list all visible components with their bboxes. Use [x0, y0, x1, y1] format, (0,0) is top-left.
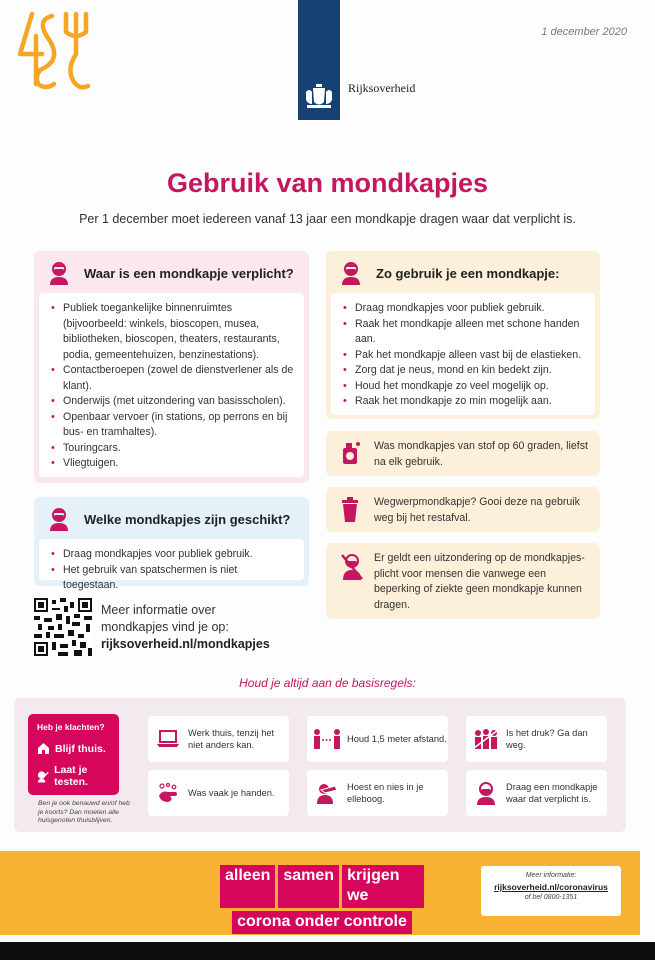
list-item: • Raak het mondkapje zo min mogelijk aan.: [343, 394, 585, 410]
bottom-black-bar: [0, 942, 655, 960]
list-item: • Pak het mondkapje alleen vast bij de elastieken.: [343, 348, 585, 364]
trash-bin-icon: [340, 497, 360, 523]
how-list-card: [331, 293, 595, 415]
masked-person-icon: [475, 781, 497, 805]
complaints-title: Heb je klachten?: [37, 722, 105, 732]
where-heading: Waar is een mondkapje verplicht?: [84, 265, 294, 281]
basic-rules-title: Houd je altijd aan de basisregels:: [239, 676, 416, 690]
slogan: [220, 865, 424, 937]
list-item: • Vliegtuigen.: [51, 456, 294, 472]
exception-tip-text: Er geldt een uitzondering op de mondkapjes-plicht voor mensen die vanwege een beperking of ziekte geen mondkapje kunnen dragen.: [374, 552, 585, 611]
page-title: Gebruik van mondkapjes: [166, 168, 489, 198]
mondkapjes-link[interactable]: rijksoverheid.nl/mondkapjes: [101, 637, 270, 651]
list-item: • Raak het mondkapje alleen met schone handen aan.: [343, 317, 585, 348]
rule-text: Werk thuis, tenzij het niet anders kan.: [188, 727, 275, 750]
stay-home-row: [37, 742, 106, 755]
rule-text: Houd 1,5 meter afstand.: [347, 733, 447, 744]
contact-box: [481, 866, 621, 916]
which-heading: Welke mondkapjes zijn geschikt?: [84, 511, 291, 527]
rule-text: Was vaak je handen.: [188, 787, 275, 798]
rule-card-wash-hands: [148, 770, 289, 816]
how-heading: Zo gebruik je een mondkapje:: [376, 265, 560, 281]
coat-of-arms-icon: [303, 82, 335, 110]
slogan-word: samen: [278, 865, 339, 908]
laptop-icon: [156, 729, 180, 749]
test-swab-icon: [37, 770, 49, 783]
rule-text: Is het druk? Ga dan weg.: [506, 727, 588, 750]
list-item: • Het gebruik van spatschermen is niet toegestaan.: [51, 563, 294, 594]
masked-person-icon: [48, 261, 70, 285]
exception-tip-box: [326, 543, 600, 619]
rijksoverheid-wordmark: Rijksoverheid: [348, 81, 416, 95]
page-subtitle: Per 1 december moet iedereen vanaf 13 jaar een mondkapje dragen waar dat verplicht is.: [79, 212, 576, 226]
rule-card-work-home: [148, 716, 289, 762]
list-item: • Draag mondkapjes voor publiek gebruik.: [343, 301, 585, 317]
list-item: • Draag mondkapjes voor publiek gebruik.: [51, 547, 294, 563]
list-item: • Touringcars.: [51, 441, 294, 457]
contact-phone: of bel 0800-1351: [524, 894, 578, 901]
more-info-line1: Meer informatie over: [101, 603, 216, 617]
crowd-icon: [472, 728, 500, 750]
wash-hands-icon: [156, 782, 180, 804]
complaints-box: [28, 714, 119, 795]
how-panel: [326, 251, 600, 419]
cough-elbow-icon: [315, 782, 339, 804]
rule-card-distance: [307, 716, 448, 762]
laundry-icon: [340, 440, 362, 466]
house-icon: [37, 742, 50, 755]
disposable-tip-text: Wegwerpmondkapje? Gooi deze na gebruik weg bij het restafval.: [374, 496, 580, 524]
slogan-line2: corona onder controle: [232, 911, 412, 934]
basic-rules-area: [14, 698, 626, 832]
more-info-block: [101, 602, 270, 653]
list-item: • Houd het mondkapje zo veel mogelijk op.: [343, 379, 585, 395]
stay-home-text: Blijf thuis.: [55, 742, 106, 755]
list-item: • Onderwijs (met uitzondering van basisscholen).: [51, 394, 294, 410]
which-panel: [34, 497, 309, 591]
disposable-tip-box: [326, 487, 600, 532]
rule-card-mask: [466, 770, 607, 816]
masked-person-icon: [48, 507, 70, 531]
social-distance-icon: [312, 728, 342, 750]
list-item: • Zorg dat je neus, mond en kin bedekt zijn.: [343, 363, 585, 379]
list-item: • Openbaar vervoer (in stations, op perrons en bij bus- en tramhaltes).: [51, 410, 294, 441]
slogan-word: alleen: [220, 865, 275, 908]
wash-tip-box: [326, 431, 600, 476]
publication-date: 1 december 2020: [541, 26, 627, 38]
rule-card-elbow: [307, 770, 448, 816]
fork-spoon-logo-icon: [16, 10, 90, 94]
where-list-card: [39, 293, 304, 477]
qr-code-icon[interactable]: [34, 598, 92, 656]
where-panel: [34, 251, 309, 483]
list-item: • Publiek toegankelijke binnenruimtes (bijvoorbeeld: winkels, bioscopen, musea, bibliotheken, bioscopen, theaters, restaurants, podia, gemeentehuizen, benzinestations).: [51, 301, 294, 363]
which-list-card: [39, 539, 304, 591]
get-tested-text: Laat je testen.: [54, 764, 88, 788]
contact-label: Meer informatie:: [525, 872, 577, 879]
rule-card-crowded: [466, 716, 607, 762]
no-mask-icon: [340, 553, 364, 581]
slogan-band: [0, 851, 640, 935]
more-info-line2: mondkapjes vind je op:: [101, 620, 229, 634]
coronavirus-link[interactable]: rijksoverheid.nl/coronavirus: [494, 882, 608, 892]
wash-tip-text: Was mondkapjes van stof op 60 graden, liefst na elk gebruik.: [374, 440, 588, 468]
rule-text: Hoest en nies in je elleboog.: [347, 781, 424, 804]
masked-person-icon: [340, 261, 362, 285]
get-tested-row: [37, 764, 119, 788]
complaints-note: Ben je ook benauwd en/of heb je koorts? Dan moeten alle huisgenoten thuisblijven.: [38, 800, 130, 825]
list-item: • Contactberoepen (zowel de dienstverlener als de klant).: [51, 363, 294, 394]
slogan-word: krijgen we: [342, 865, 424, 908]
rule-text: Draag een mondkapje waar dat verplicht is.: [506, 781, 598, 804]
